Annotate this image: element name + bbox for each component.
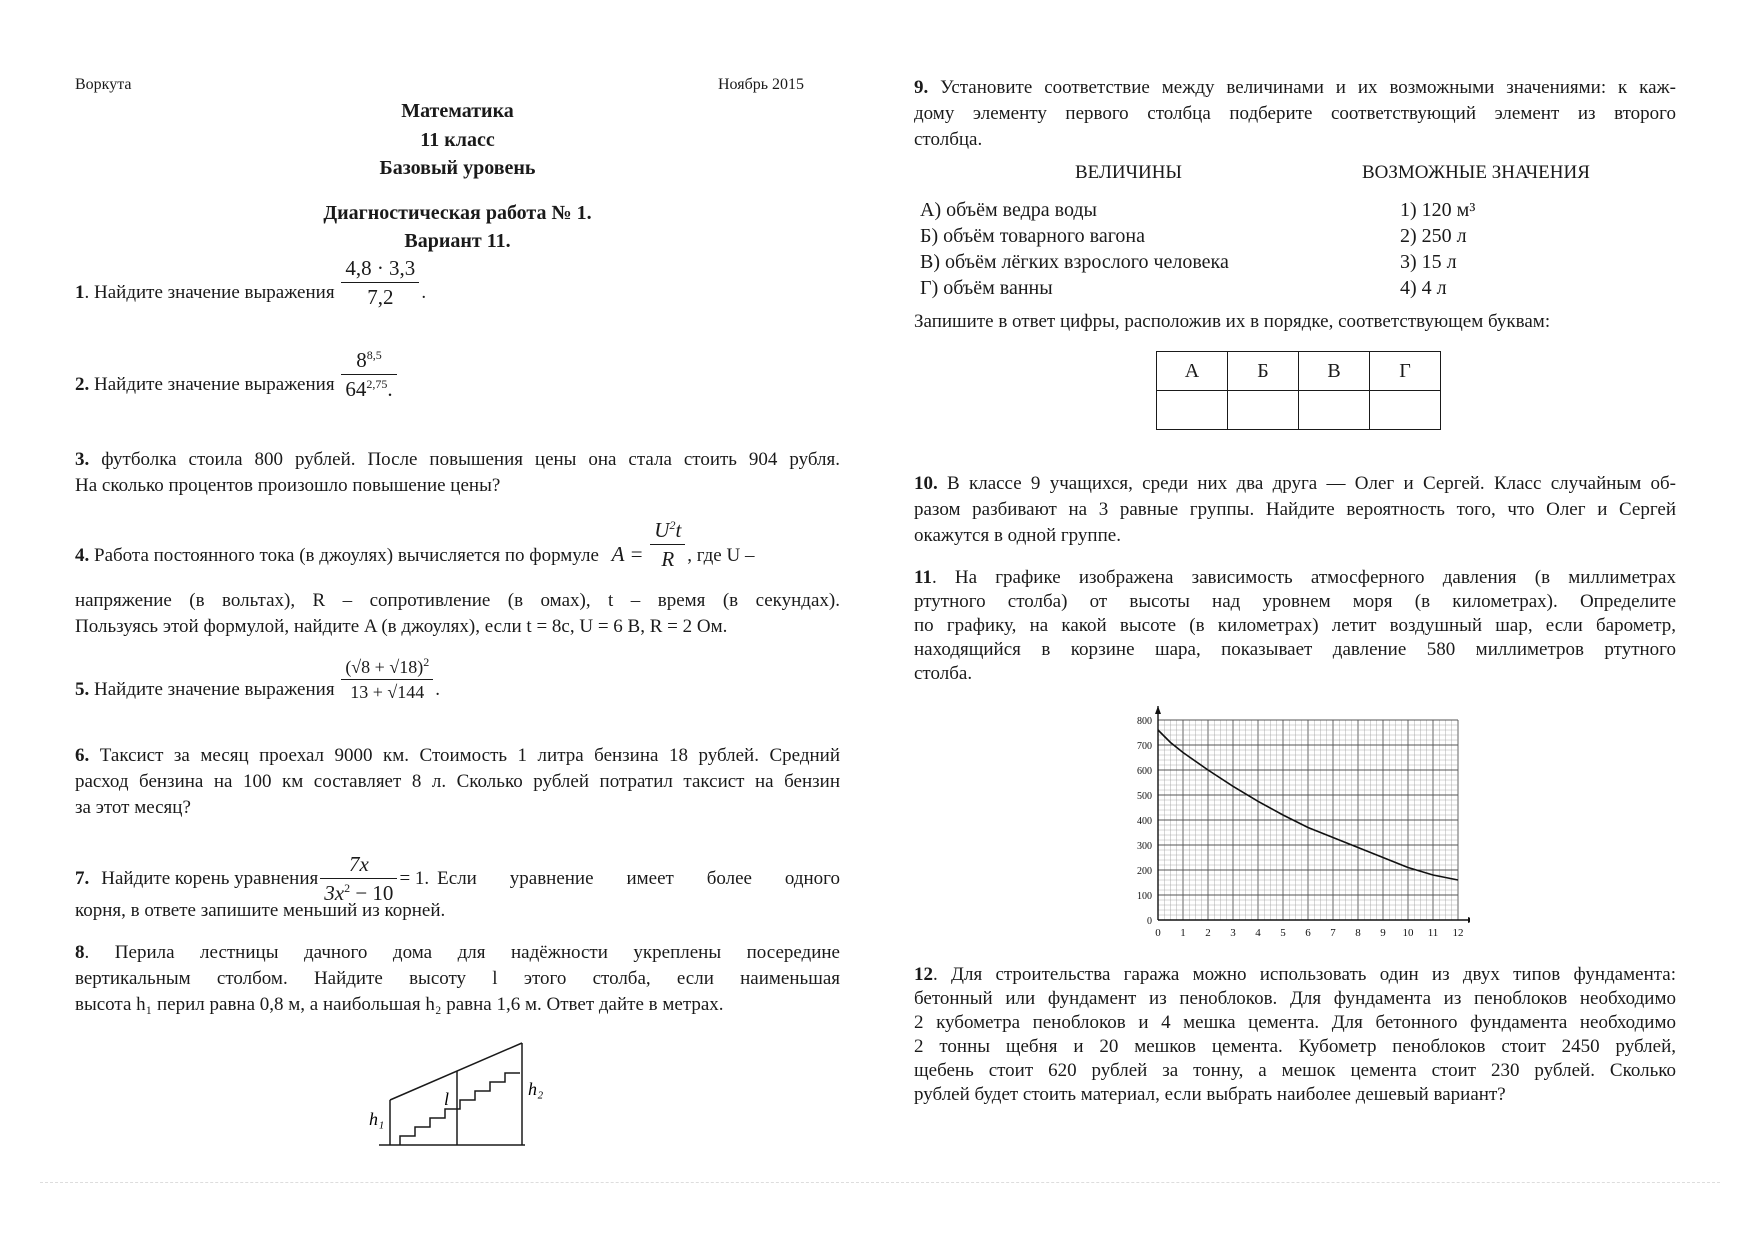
x-tick-label: 3 (1230, 927, 1236, 939)
question-2 (75, 348, 399, 403)
q4-numer-u: U (654, 518, 670, 542)
x-tick-label: 7 (1330, 927, 1336, 939)
question-11-line2: ртутного столба) от высоты над уровнем моря (в километрах). Определите (914, 591, 1676, 612)
y-tick-label: 300 (1137, 841, 1152, 852)
q2-denom-base: 64 (345, 377, 367, 401)
q9-value: 2) 250 л (1400, 225, 1467, 247)
q9-item: Г) объём ванны (920, 277, 1053, 299)
question-8-line3: высота h₁ перил равна 0,8 м, а наибольшая h₂ равна 1,6 м. Ответ дайте в метрах. (75, 994, 724, 1015)
answer-header-a: А (1157, 352, 1228, 391)
question-7-line2: корня, в ответе запишите меньший из корней. (75, 900, 446, 921)
y-tick-label: 600 (1137, 766, 1152, 777)
x-tick-label: 1 (1180, 927, 1186, 939)
q9-value: 3) 15 л (1400, 251, 1457, 273)
question-12-line3: 2 кубометра пеноблоков и 4 мешка цемента. Для бетонного фундамента необходимо (914, 1012, 1676, 1033)
question-3-line2: На сколько процентов произошло повышение цены? (75, 475, 501, 496)
q6-text: Таксист за месяц проехал 9000 км. Стоимость 1 литра бензина 18 рублей. Средний (99, 745, 840, 766)
q4-numerator (650, 516, 685, 544)
question-12-line5: щебень стоит 620 рублей за тонну, а мешок цемента стоит 230 рублей. Сколько (914, 1060, 1676, 1081)
header-city: Воркута (75, 76, 132, 93)
q2-denom-exp: 2,75 (366, 377, 388, 391)
q4-formula-lhs: A = (611, 541, 644, 566)
question-8-line1 (75, 940, 840, 966)
fig-label-l: l (444, 1089, 450, 1109)
question-12-line2: бетонный или фундамент из пеноблоков. Для фундамента из пеноблоков необходимо (914, 988, 1676, 1009)
y-tick-label: 0 (1147, 916, 1152, 927)
variant-title: Вариант 11. (404, 230, 511, 252)
question-9-line1 (914, 75, 1676, 101)
answer-header-g: Г (1370, 352, 1441, 391)
q9-col2-header: ВОЗМОЖНЫЕ ЗНАЧЕНИЯ (1362, 162, 1590, 183)
question-11-line3: по графику, на какой высоте (в километрах) летит воздушный шар, если барометр, (914, 615, 1676, 636)
q2-denominator (341, 374, 396, 403)
question-3-line1 (75, 447, 840, 473)
q9-text: Установите соответствие между величинами и их возможными значениями: к каж- (940, 77, 1677, 98)
question-4-line2: напряжение (в вольтах), R – сопротивление (в омах), t – время (в секундах). (75, 590, 840, 611)
answer-table-header-row (1157, 352, 1441, 391)
question-6-line3: за этот месяц? (75, 797, 191, 818)
q7-number: 7. (75, 867, 90, 889)
q4-denominator: R (650, 544, 685, 573)
q1-numerator: 4,8 · 3,3 (345, 256, 416, 280)
q4-tail: , где U – (687, 544, 755, 566)
q7-numerator: 7x (348, 852, 369, 876)
q7-denom-b: − 10 (350, 881, 394, 905)
q3-number: 3. (75, 449, 90, 470)
q8-number: 8 (75, 942, 85, 963)
q1-fraction (341, 254, 419, 311)
q5-numer-exp: 2 (423, 655, 430, 670)
question-5 (75, 655, 440, 704)
q11-text: . На графике изображена зависимость атмосферного давления (в миллиметрах (931, 567, 1676, 588)
x-tick-label: 5 (1280, 927, 1286, 939)
q6-number: 6. (75, 745, 90, 766)
q2-numer-base: 8 (356, 348, 367, 372)
q9-number: 9. (914, 77, 929, 98)
q5-numerator (341, 655, 433, 679)
guide-line (40, 1182, 1720, 1183)
q9-values-list (1400, 197, 1475, 301)
answer-cell-g[interactable] (1370, 391, 1441, 430)
q9-instruction: Запишите в ответ цифры, расположив их в порядке, соответствующем буквам: (914, 311, 1551, 332)
y-tick-label: 100 (1137, 891, 1152, 902)
question-4-line3: Пользуясь этой формулой, найдите A (в джоулях), если t = 8с, U = 6 В, R = 2 Ом. (75, 616, 728, 637)
answer-header-v: В (1299, 352, 1370, 391)
y-tick-label: 800 (1137, 716, 1152, 727)
q9-item: А) объём ведра воды (920, 199, 1097, 221)
q8-text: . Перила лестницы дачного дома для надёжности укреплены посередине (84, 942, 840, 963)
q2-numerator (341, 346, 396, 374)
q7-denom-exp: 2 (344, 881, 351, 895)
q4-number: 4. (75, 544, 90, 566)
x-tick-label: 12 (1452, 927, 1464, 939)
x-tick-label: 2 (1205, 927, 1211, 939)
answer-cell-b[interactable] (1228, 391, 1299, 430)
y-tick-label: 700 (1137, 741, 1152, 752)
q2-numer-exp: 8,5 (366, 348, 382, 362)
q7-tail: Если уравнение имеет более одного (437, 867, 840, 889)
question-11-line4: находящийся в корзине шара, показывает давление 580 миллиметров ртутного (914, 639, 1676, 660)
y-axis-arrow (1155, 706, 1161, 714)
fig-label-h1: h₁ (369, 1109, 385, 1129)
q5-end: . (435, 679, 440, 700)
q3-text: футболка стоила 800 рублей. После повышения цены она стала стоить 904 рубля. (101, 449, 840, 470)
q5-number: 5. (75, 679, 90, 700)
question-4-line1 (75, 518, 840, 573)
q9-answer-table (1156, 351, 1441, 430)
q11-number: 11 (914, 567, 932, 588)
q2-text: Найдите значение выражения (94, 373, 335, 395)
grade-title: 11 класс (420, 129, 495, 151)
y-tick-label: 200 (1137, 866, 1152, 877)
q9-items-list (920, 197, 1229, 301)
q1-text: . Найдите значение выражения (84, 281, 335, 303)
q12-text: . Для строительства гаража можно использовать один из двух типов фундамента: (933, 964, 1676, 985)
subject-title: Математика (401, 100, 514, 122)
question-10-line1 (914, 471, 1676, 497)
x-tick-label: 8 (1355, 927, 1361, 939)
question-12-line1 (914, 962, 1676, 988)
stair-rail (390, 1043, 522, 1100)
y-tick-label: 500 (1137, 791, 1152, 802)
q5-fraction (341, 655, 433, 704)
question-10-line3: окажутся в одной группе. (914, 525, 1121, 546)
q5-text: Найдите значение выражения (94, 679, 335, 700)
answer-cell-a[interactable] (1157, 391, 1228, 430)
x-tick-label: 0 (1155, 927, 1161, 939)
question-10-line2: разом разбивают на 3 равные группы. Найдите вероятность того, что Олег и Сергей (914, 499, 1676, 520)
x-tick-label: 9 (1380, 927, 1386, 939)
q2-end: . (387, 377, 393, 401)
question-9-line2: дому элементу первого столбца подберите соответствующий элемент из второго (914, 103, 1676, 124)
q1-end: . (421, 281, 427, 303)
q9-item: В) объём лёгких взрослого человека (920, 251, 1229, 273)
question-11-line1 (914, 565, 1676, 591)
q10-text: В классе 9 учащихся, среди них два друга — Олег и Сергей. Класс случайным об- (947, 473, 1676, 494)
q4-numer-exp: 2 (669, 518, 676, 532)
x-tick-label: 6 (1305, 927, 1311, 939)
answer-header-b: Б (1228, 352, 1299, 391)
q4-numer-t: t (675, 518, 682, 542)
x-axis-arrow (1468, 917, 1470, 923)
q4-text: Работа постоянного тока (в джоулях) вычисляется по формуле (94, 544, 599, 566)
y-tick-label: 400 (1137, 816, 1152, 827)
q2-fraction (341, 346, 396, 403)
question-11-line5: столба. (914, 663, 973, 684)
question-6-line1 (75, 743, 840, 769)
q7-text: Найдите корень уравнения (101, 867, 319, 889)
fig-label-h2: h₂ (528, 1079, 544, 1099)
header-date: Ноябрь 2015 (718, 76, 805, 93)
x-tick-label: 11 (1427, 927, 1439, 939)
answer-table-input-row (1157, 391, 1441, 430)
q1-number: 1 (75, 281, 85, 303)
question-12-line4: 2 тонны щебня и 20 мешков цемента. Кубометр пеноблоков стоит 2450 рублей, (914, 1036, 1676, 1057)
q4-fraction (650, 516, 685, 573)
level-title: Базовый уровень (379, 157, 536, 179)
q7-denom-a: 3x (324, 881, 345, 905)
q7-equals: = 1. (399, 867, 430, 889)
q2-number: 2. (75, 373, 90, 395)
work-title: Диагностическая работа № 1. (323, 202, 592, 224)
q1-denominator: 7,2 (341, 282, 419, 311)
question-6-line2: расход бензина на 100 км составляет 8 л. Сколько рублей потратил таксист на бензин (75, 771, 840, 792)
stair-steps (400, 1073, 520, 1145)
q9-col1-header: ВЕЛИЧИНЫ (1075, 162, 1182, 183)
q9-value: 1) 120 м³ (1400, 199, 1476, 221)
q9-value: 4) 4 л (1400, 277, 1447, 299)
q5-numer-expr: (√8 + √18) (345, 657, 424, 678)
question-8-line2: вертикальным столбом. Найдите высоту l этого столба, если наименьшая (75, 968, 840, 989)
question-12-line6: рублей будет стоить материал, если выбрать наиболее дешевый вариант? (914, 1084, 1506, 1105)
pressure-altitude-chart (1110, 700, 1470, 950)
staircase-figure (365, 1035, 555, 1150)
answer-cell-v[interactable] (1299, 391, 1370, 430)
x-tick-label: 10 (1402, 927, 1414, 939)
q9-item: Б) объём товарного вагона (920, 225, 1145, 247)
q12-number: 12 (914, 964, 933, 985)
q5-denominator: 13 + √144 (341, 679, 433, 704)
x-tick-label: 4 (1255, 927, 1261, 939)
q10-number: 10. (914, 473, 938, 494)
question-9-line3: столбца. (914, 129, 983, 150)
